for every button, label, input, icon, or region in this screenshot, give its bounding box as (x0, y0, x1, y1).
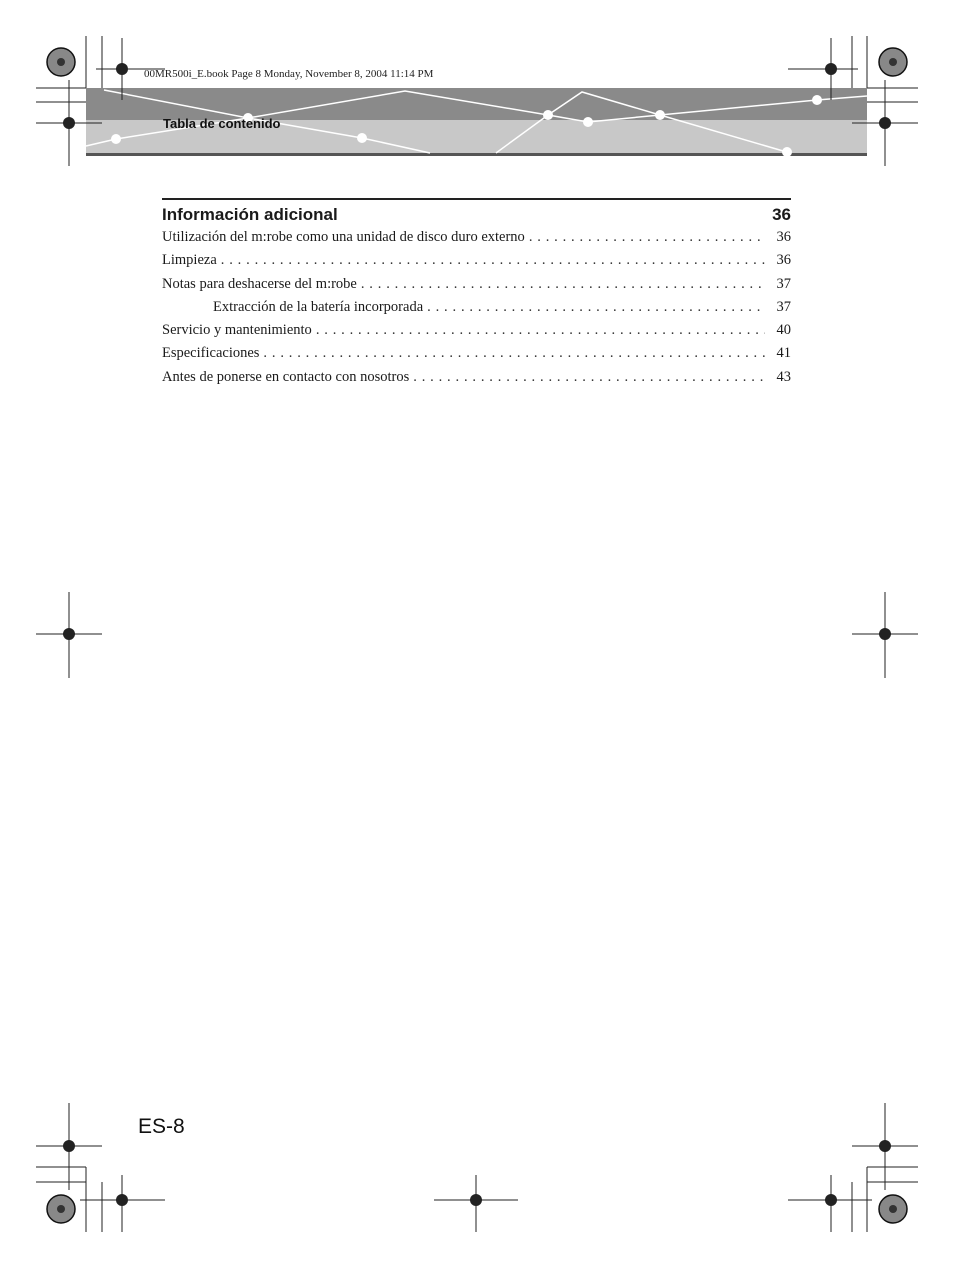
toc-rule (162, 198, 791, 200)
toc-entry-label: Antes de ponerse en contacto con nosotros (162, 368, 410, 385)
toc-subentry[interactable] (162, 299, 791, 322)
toc-leader-dots (529, 229, 765, 246)
toc-entry[interactable] (162, 252, 791, 275)
toc-entry[interactable] (162, 345, 791, 368)
toc-entry-page: 36 (776, 229, 791, 245)
print-slug: 00MR500i_E.book Page 8 Monday, November 8, 2004 11:14 PM (144, 68, 434, 80)
toc-leader-dots (413, 369, 765, 386)
toc-leader-dots (361, 276, 765, 293)
toc-entry-label: Utilización del m:robe como una unidad de disco duro externo (162, 229, 525, 245)
toc-section-title: Información adicional (162, 205, 338, 224)
toc-leader-dots (316, 322, 765, 339)
header-title: Tabla de contenido (163, 116, 281, 131)
toc-entry-page: 41 (776, 345, 791, 362)
toc-leader-dots (263, 345, 765, 362)
toc-section-page: 36 (772, 205, 791, 224)
toc-entry[interactable] (162, 369, 791, 392)
toc-section-heading (162, 205, 791, 229)
toc-leader-dots (427, 299, 765, 316)
toc-entry[interactable] (162, 229, 791, 252)
toc-entry-page: 37 (776, 298, 791, 315)
toc-entry-page: 37 (776, 275, 791, 292)
toc-entry-label: Servicio y mantenimiento (162, 322, 312, 339)
toc-entry-label: Extracción de la batería incorporada (213, 298, 424, 315)
toc-entry-page: 43 (776, 368, 791, 385)
toc-section (162, 198, 791, 392)
toc-leader-dots (221, 252, 765, 269)
toc-entry-page: 36 (776, 252, 791, 269)
toc-entry[interactable] (162, 276, 791, 299)
page-number: ES-8 (138, 1115, 185, 1138)
toc-entry-label: Notas para deshacerse del m:robe (162, 275, 357, 292)
toc-entry-label: Limpieza (162, 252, 217, 269)
toc-entry[interactable] (162, 322, 791, 345)
toc-entry-page: 40 (776, 322, 791, 339)
toc-entry-label: Especificaciones (162, 345, 260, 362)
